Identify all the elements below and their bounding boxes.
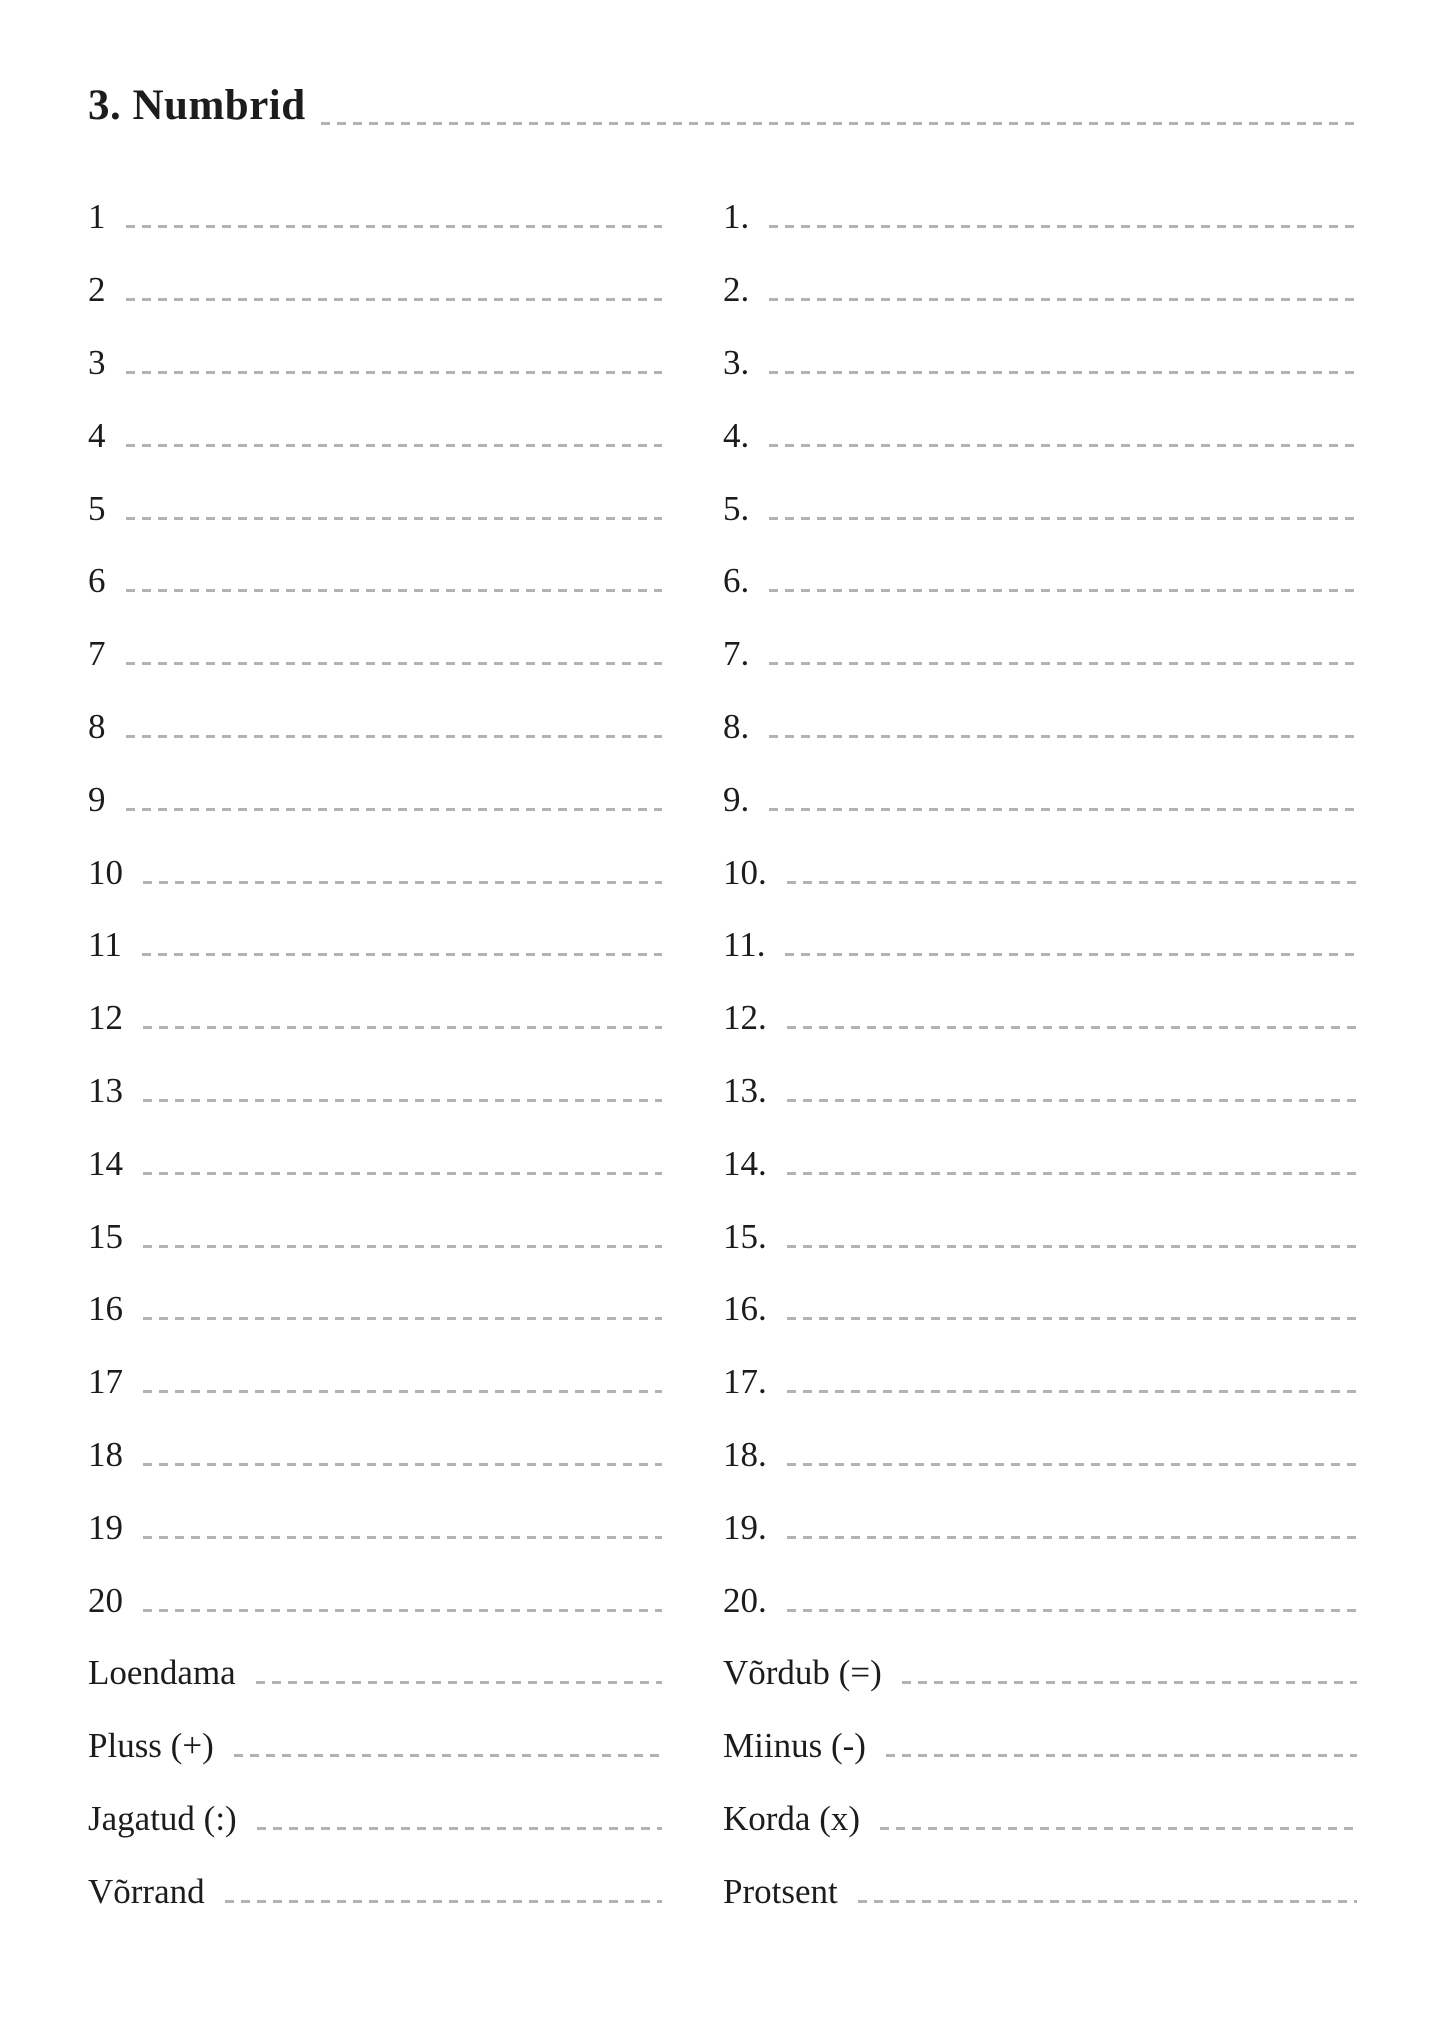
right-term-label: 11. [723,925,766,965]
right-answer-line [769,371,1357,374]
left-term-label: Võrrand [88,1871,205,1911]
right-answer-line [769,808,1357,811]
right-answer-line [769,662,1357,665]
right-term-label: 9. [723,779,750,819]
right-term-label: 20. [723,1580,767,1620]
left-term-label: 14 [88,1143,123,1183]
left-answer-line [126,735,663,738]
left-answer-line [143,1317,662,1320]
column-gap [662,1690,723,1763]
left-answer-line [143,1536,662,1539]
left-answer-line [126,298,663,301]
right-entry [723,1763,1357,1836]
left-entry [88,234,662,310]
left-term-label: 4 [88,415,106,455]
column-gap [662,890,723,963]
left-entry [88,1181,662,1254]
right-answer-line [787,1317,1357,1320]
right-entry [723,598,1357,674]
left-answer-line [234,1754,662,1757]
right-answer-line [886,1754,1357,1757]
left-term-label: Jagatud (:) [88,1798,237,1838]
left-answer-line [225,1900,662,1903]
right-term-label: 12. [723,998,767,1038]
left-entry [88,162,662,235]
left-entry [88,890,662,963]
right-answer-line [769,225,1357,228]
right-term-label: 14. [723,1143,767,1183]
right-answer-line [787,1099,1357,1102]
left-entry [88,1472,662,1545]
column-gap [662,962,723,1035]
column-gap [662,526,723,599]
left-entry [88,744,662,817]
left-entry [88,817,662,890]
worksheet-row [88,890,1357,963]
left-entry [88,1763,662,1836]
right-entry [723,1108,1357,1181]
right-term-label: 2. [723,270,750,310]
worksheet-row [88,1399,1357,1472]
right-entry [723,671,1357,744]
right-entry [723,453,1357,526]
right-entry [723,1399,1357,1472]
left-term-label: 6 [88,561,106,601]
right-answer-line [769,589,1357,592]
column-gap [662,671,723,744]
left-answer-line [143,881,662,884]
right-answer-line [787,1172,1357,1175]
title-row [88,84,1357,127]
vocabulary-rows [88,162,1357,1909]
worksheet-row [88,962,1357,1038]
worksheet-row [88,1690,1357,1766]
worksheet-row [88,1545,1357,1618]
left-answer-line [143,1099,662,1102]
right-answer-line [787,881,1357,884]
left-term-label: Pluss (+) [88,1726,214,1766]
column-gap [662,1618,723,1691]
column-gap [662,817,723,890]
right-term-label: Protsent [723,1871,838,1911]
left-term-label: 1 [88,197,106,237]
left-term-label: 7 [88,634,106,674]
left-answer-line [126,444,663,447]
worksheet-row [88,162,1357,235]
right-term-label: 8. [723,706,750,746]
right-entry [723,526,1357,599]
right-answer-line [787,1390,1357,1393]
right-answer-line [787,1536,1357,1539]
right-term-label: 3. [723,342,750,382]
left-entry [88,1254,662,1327]
left-entry [88,1618,662,1691]
worksheet-row [88,1618,1357,1691]
left-term-label: 18 [88,1434,123,1474]
left-term-label: 15 [88,1216,123,1256]
left-entry [88,1108,662,1181]
worksheet-row [88,1108,1357,1181]
right-entry [723,1472,1357,1545]
worksheet-row [88,380,1357,453]
right-answer-line [880,1827,1357,1830]
right-entry [723,1254,1357,1327]
right-term-label: Korda (x) [723,1798,861,1838]
left-term-label: 19 [88,1507,123,1547]
right-answer-line [787,1463,1357,1466]
left-term-label: Loendama [88,1653,236,1693]
worksheet-row [88,1763,1357,1836]
column-gap [662,1836,723,1909]
left-term-label: 2 [88,270,106,310]
right-answer-line [787,1609,1357,1612]
left-entry [88,1836,662,1909]
left-term-label: 17 [88,1362,123,1402]
left-term-label: 3 [88,342,106,382]
worksheet-row [88,453,1357,526]
column-gap [662,162,723,235]
column-gap [662,1181,723,1254]
right-answer-line [769,444,1357,447]
right-entry [723,744,1357,817]
left-term-label: 9 [88,779,106,819]
left-entry [88,1326,662,1402]
column-gap [662,380,723,453]
left-answer-line [143,1245,662,1248]
right-term-label: 4. [723,415,750,455]
right-term-label: 18. [723,1434,767,1474]
right-term-label: 5. [723,488,750,528]
right-term-label: Miinus (-) [723,1726,866,1766]
left-term-label: 10 [88,852,123,892]
left-term-label: 5 [88,488,106,528]
right-entry [723,890,1357,963]
right-entry [723,1690,1357,1766]
right-term-label: 7. [723,634,750,674]
right-entry [723,1035,1357,1108]
left-term-label: 16 [88,1289,123,1329]
worksheet-row [88,307,1357,380]
worksheet-row [88,744,1357,817]
column-gap [662,453,723,526]
left-entry [88,453,662,526]
right-entry [723,1326,1357,1402]
right-term-label: 6. [723,561,750,601]
left-entry [88,380,662,453]
left-entry [88,1690,662,1766]
left-entry [88,307,662,380]
right-entry [723,1618,1357,1691]
right-entry [723,380,1357,453]
title-dotted-line [321,122,1357,125]
right-answer-line [902,1681,1357,1684]
worksheet-page [88,0,1357,1909]
right-entry [723,817,1357,890]
right-entry [723,162,1357,235]
left-answer-line [126,808,663,811]
left-answer-line [126,517,663,520]
left-answer-line [143,1609,662,1612]
worksheet-row [88,1181,1357,1254]
right-entry [723,1545,1357,1618]
column-gap [662,1545,723,1618]
worksheet-row [88,1472,1357,1545]
right-term-label: Võrdub (=) [723,1653,882,1693]
worksheet-row [88,1326,1357,1402]
right-entry [723,962,1357,1038]
worksheet-row [88,817,1357,890]
right-term-label: 17. [723,1362,767,1402]
column-gap [662,1108,723,1181]
left-entry [88,526,662,599]
left-answer-line [126,662,663,665]
left-answer-line [143,1390,662,1393]
left-answer-line [126,589,663,592]
left-term-label: 13 [88,1070,123,1110]
left-entry [88,1035,662,1108]
left-answer-line [256,1681,662,1684]
column-gap [662,1035,723,1108]
column-gap [662,598,723,671]
column-gap [662,1472,723,1545]
left-answer-line [126,371,663,374]
right-entry [723,1836,1357,1909]
right-term-label: 10. [723,852,767,892]
right-answer-line [785,953,1357,956]
right-term-label: 19. [723,1507,767,1547]
column-gap [662,744,723,817]
left-entry [88,671,662,744]
column-gap [662,307,723,380]
worksheet-row [88,598,1357,674]
right-answer-line [787,1026,1357,1029]
left-entry [88,1545,662,1618]
column-gap [662,1763,723,1836]
left-answer-line [126,225,663,228]
left-entry [88,1399,662,1472]
left-answer-line [142,953,662,956]
right-term-label: 1. [723,197,750,237]
right-term-label: 13. [723,1070,767,1110]
column-gap [662,1326,723,1399]
right-answer-line [769,298,1357,301]
worksheet-row [88,1035,1357,1108]
left-term-label: 12 [88,998,123,1038]
left-answer-line [143,1172,662,1175]
right-answer-line [787,1245,1357,1248]
left-answer-line [143,1026,662,1029]
left-answer-line [143,1463,662,1466]
worksheet-row [88,671,1357,744]
worksheet-row [88,1254,1357,1327]
right-entry [723,307,1357,380]
column-gap [662,234,723,307]
column-gap [662,1254,723,1327]
right-entry [723,1181,1357,1254]
left-term-label: 8 [88,706,106,746]
worksheet-row [88,234,1357,310]
right-answer-line [769,517,1357,520]
worksheet-row [88,526,1357,599]
left-entry [88,962,662,1038]
right-term-label: 15. [723,1216,767,1256]
right-answer-line [858,1900,1357,1903]
left-answer-line [257,1827,662,1830]
column-gap [662,1399,723,1472]
left-term-label: 20 [88,1580,123,1620]
left-term-label: 11 [88,925,122,965]
right-entry [723,234,1357,310]
page-title: 3. Numbrid [88,82,306,129]
worksheet-row [88,1836,1357,1909]
right-answer-line [769,735,1357,738]
left-entry [88,598,662,674]
right-term-label: 16. [723,1289,767,1329]
